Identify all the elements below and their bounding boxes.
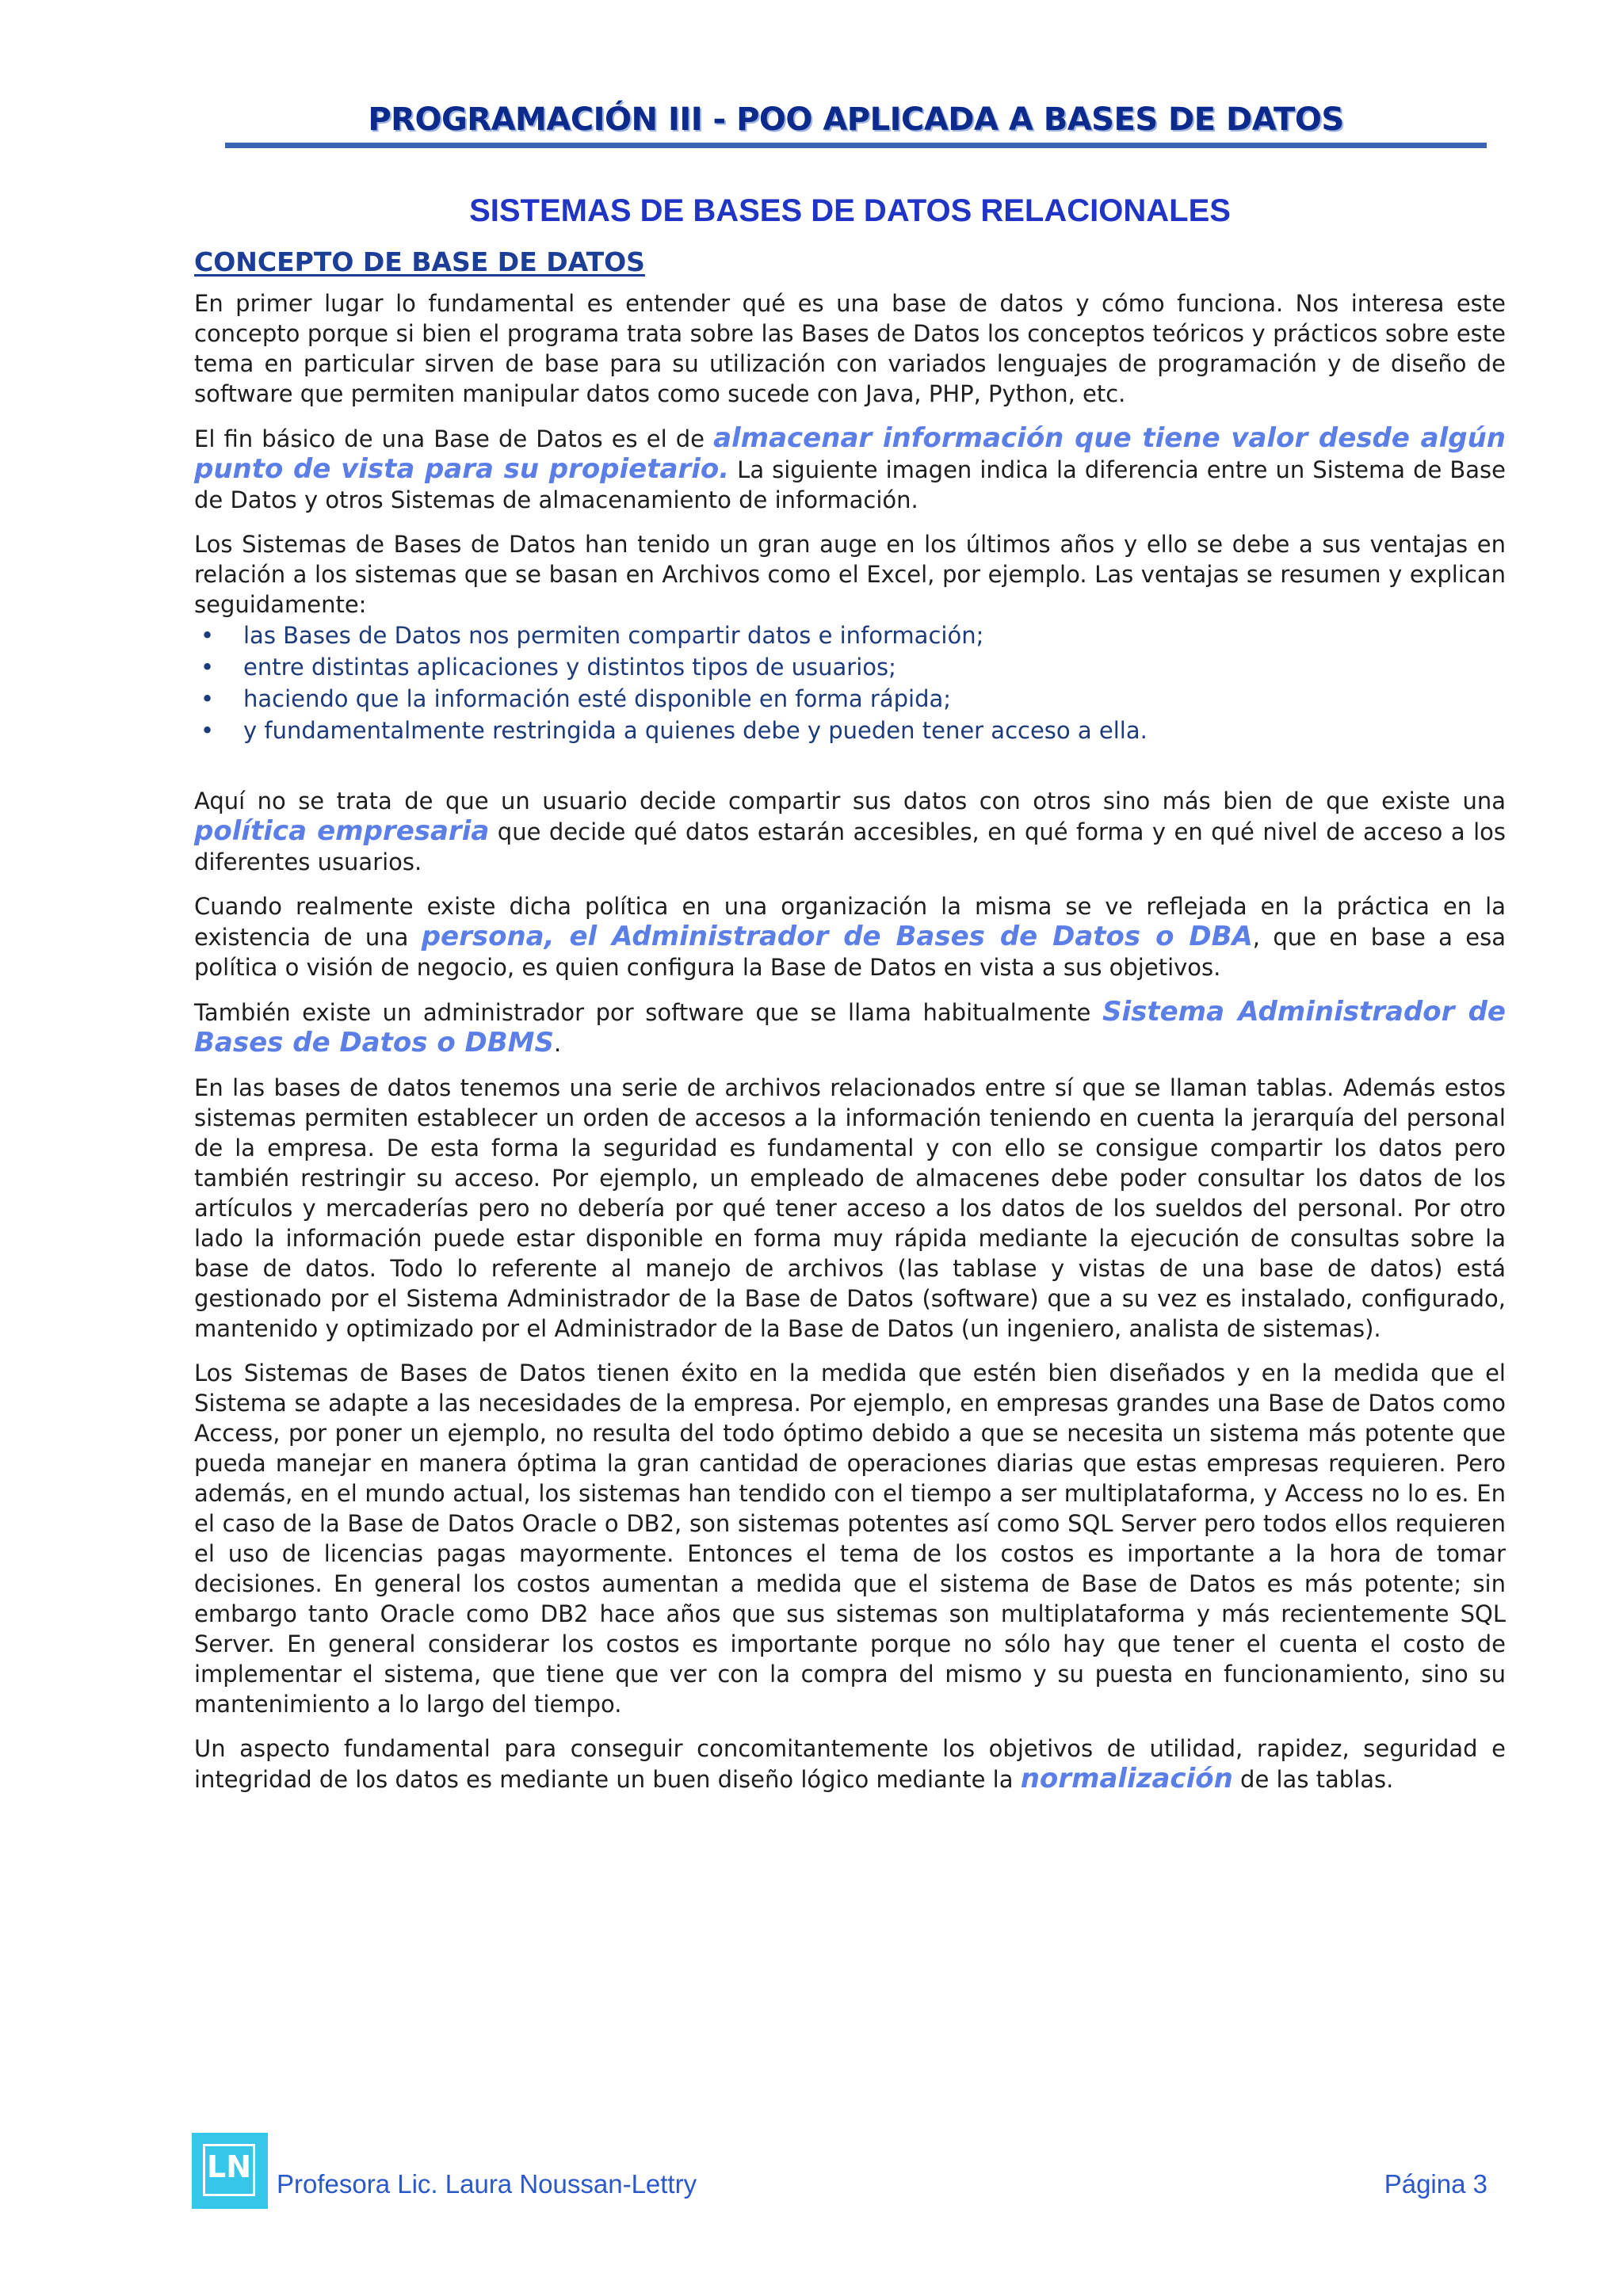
list-item [200,620,1506,651]
bullet-icon: • [200,685,215,712]
paragraph-text: . [553,1030,562,1057]
author-logo [192,2133,268,2209]
paragraph-text: Un aspecto fundamental para conseguir concomitantemente los objetivos de utilidad, rapidez, seguridad e integridad de los datos es mediante un buen diseño lógico mediante la [194,1735,1506,1793]
emphasis-text: política empresaria [194,815,490,847]
paragraph-text: La siguiente imagen indica la diferencia entre un Sistema de Base de Datos y otros Sistemas de almacenamiento de información. [194,456,1506,513]
paragraph-purpose [194,423,1506,515]
list-item-text: las Bases de Datos nos permiten compartir datos e información; [243,622,984,649]
list-item [200,651,1506,683]
paragraph-text: de las tablas. [1232,1766,1394,1793]
paragraph-success: Los Sistemas de Bases de Datos tienen éxito en la medida que estén bien diseñados y en la medida que el Sistema se adapte a las necesidades de la empresa. Por ejemplo, en empresas grandes una Base de Datos como Access, por poner un ejemplo, no resulta del todo óptimo debido a que se necesita un sistema más potente que pueda manejar en manera óptima la gran cantidad de operaciones diarias que estas empresas requieren. Pero además, en el mundo actual, los sistemas han tendido con el tiempo a ser multiplataforma, y Access no lo es. En el caso de la Base de Datos Oracle o DB2, son sistemas potentes así como SQL Server pero todos ellos requieren el uso de licencias pagas mayormente. Entonces el tema de los costos es importante a la hora de tomar decisiones. En general los costos aumentan a medida que el sistema de Base de Datos es más potente; sin embargo tanto Oracle como DB2 hace años que sus sistemas son multiplataforma y más recientemente SQL Server. En general considerar los costos es importante porque no sólo hay que tener el cuenta el costo de implementar el sistema, que tiene que ver con la compra del mismo y su puesta en funcionamiento, sino su mantenimiento a lo largo del tiempo. [194,1360,1506,1718]
paragraph-dbms [194,997,1506,1058]
paragraph-text: También existe un administrador por software que se llama habitualmente [194,999,1102,1026]
list-item-text: entre distintas aplicaciones y distintos tipos de usuarios; [243,654,896,681]
page-title: SISTEMAS DE BASES DE DATOS RELACIONALES [469,193,1231,228]
logo-monogram: LN [206,2149,252,2184]
emphasis-text: persona, el Administrador de Bases de Datos o DBA [421,921,1253,952]
page-footer [192,2133,1487,2212]
paragraph-text: Cuando realmente existe dicha política en una organización la misma se ve reflejada en la práctica en la existencia de una [194,893,1506,951]
list-item [200,715,1506,746]
paragraph-text: Aquí no se trata de que un usuario decide compartir sus datos con otros sino más bien de que existe una [194,788,1506,814]
paragraph-advantages: Los Sistemas de Bases de Datos han tenido un gran auge en los últimos años y ello se debe a sus ventajas en relación a los sistemas que se basan en Archivos como el Excel, por ejemplo. Las ventajas se resumen y explican seguidamente: [194,531,1506,618]
footer-author: Profesora Lic. Laura Noussan-Lettry [277,2169,697,2199]
header-rule [225,143,1487,148]
page-number: Página 3 [1384,2169,1487,2199]
list-item-text: y fundamentalmente restringida a quienes debe y pueden tener acceso a ella. [243,717,1148,744]
bullet-icon: • [200,654,215,681]
paragraph-intro: En primer lugar lo fundamental es entender qué es una base de datos y cómo funciona. Nos interesa este concepto porque si bien el programa trata sobre las Bases de Datos los conceptos teóricos y prácticos sobre este tema en particular sirven de base para su utilización con variados lenguajes de programación y de diseño de software que permiten manipular datos como sucede con Java, PHP, Python, etc. [194,290,1506,407]
emphasis-text: Sistema Administrador de Bases de Datos o DBMS [194,996,1506,1058]
bullet-icon: • [200,622,215,649]
section-heading: CONCEPTO DE BASE DE DATOS [194,246,645,277]
advantages-list [194,620,1506,746]
paragraph-normalization [194,1733,1506,1794]
bullet-icon: • [200,717,215,744]
paragraph-dba [194,891,1506,982]
list-item [200,683,1506,715]
paragraph-text: , que en base a esa política o visión de negocio, es quien configura la Base de Datos en vista a sus objetivos. [194,924,1506,981]
document-body [194,193,1506,1809]
running-header: PROGRAMACIÓN III - POO APLICADA A BASES DE DATOS [368,101,1344,138]
emphasis-text: normalización [1020,1763,1233,1794]
logo-frame [203,2144,255,2196]
paragraph-text: que decide qué datos estarán accesibles, en qué forma y en qué nivel de acceso a los diferentes usuarios. [194,818,1507,875]
paragraph-text: El fin básico de una Base de Datos es el de [194,425,714,452]
paragraph-policy [194,786,1506,877]
paragraph-tables: En las bases de datos tenemos una serie de archivos relacionados entre sí que se llaman tablas. Además estos sistemas permiten establecer un orden de accesos a la información teniendo en cuenta la jerarquía del personal de la empresa. De esta forma la seguridad es fundamental y con ello se consigue compartir los datos pero también restringir su acceso. Por ejemplo, un empleado de almacenes debe poder consultar los datos de los artículos y mercaderías pero no debería por qué tener acceso a los datos de los sueldos del personal. Por otro lado la información puede estar disponible en forma muy rápida mediante la ejecución de consultas sobre la base de datos. Todo lo referente al manejo de archivos (las tablase y vistas de una base de datos) está gestionado por el Sistema Administrador de la Base de Datos (software) que a su vez es instalado, configurado, mantenido y optimizado por el Administrador de la Base de Datos (un ingeniero, analista de sistemas). [194,1074,1506,1342]
emphasis-text: almacenar información que tiene valor desde algún punto de vista para su propietario. [194,422,1506,485]
list-item-text: haciendo que la información esté disponible en forma rápida; [243,685,952,712]
